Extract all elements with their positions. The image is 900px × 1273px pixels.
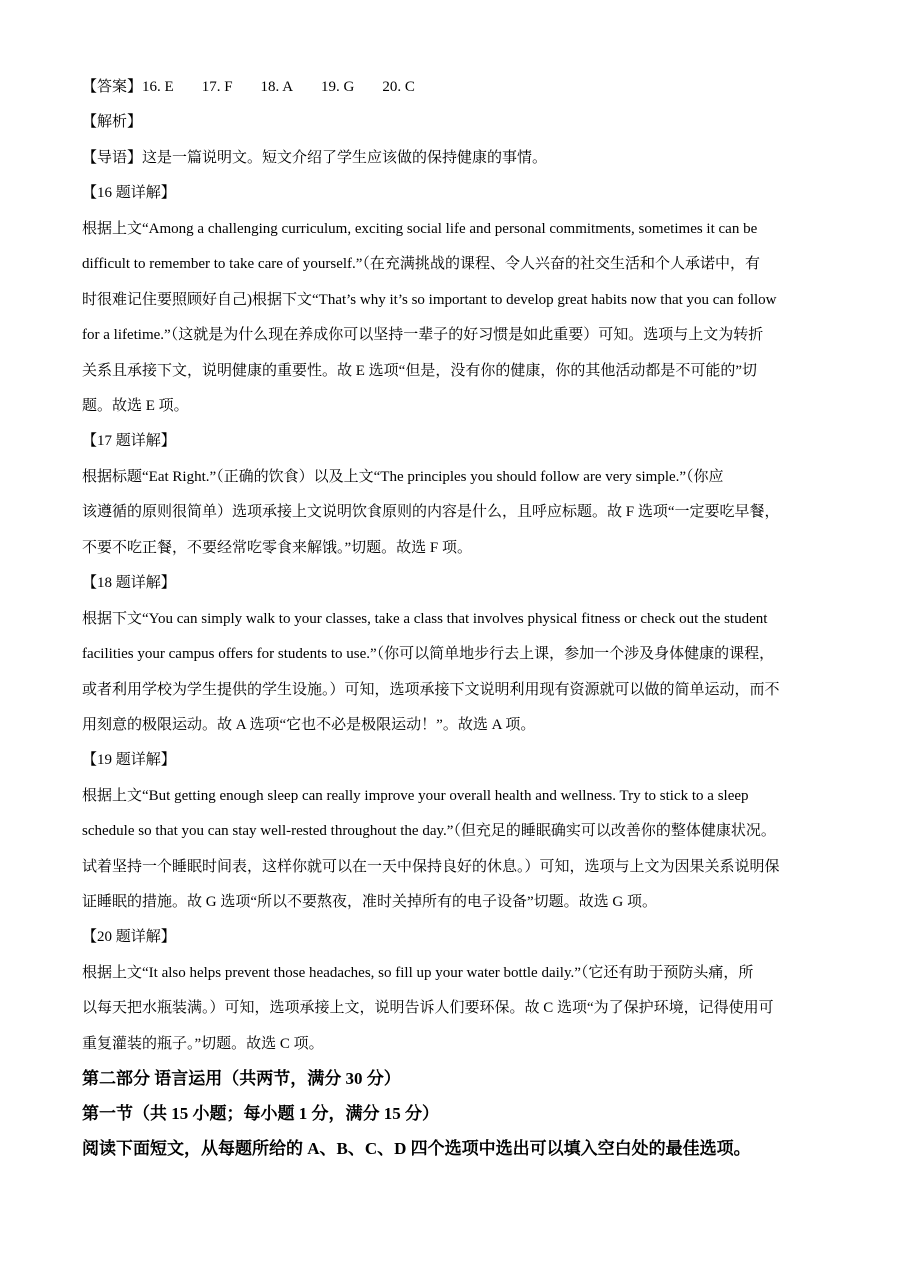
q19-line: 根据上文“But getting enough sleep can really improve your overall health and wellness. Try to stick to a sleep [82, 788, 749, 804]
q19-line: 试着坚持一个睡眠时间表，这样你就可以在一天中保持良好的休息。）可知，选项与上文为因果关系说明保 [82, 859, 780, 875]
q16-line: difficult to remember to take care of yourself.”（在充满挑战的课程、令人兴奋的社交生活和个人承诺中，有 [82, 256, 760, 272]
section1-instruction: 阅读下面短文，从每题所给的 A、B、C、D 四个选项中选出可以填入空白处的最佳选项。 [82, 1139, 751, 1158]
analysis-label: 【解析】 [82, 114, 143, 130]
part2-title: 第二部分 语言运用（共两节，满分 30 分） [82, 1069, 401, 1088]
q17-line: 不要不吃正餐，不要经常吃零食来解饿。”切题。故选 F 项。 [82, 540, 473, 556]
q16-line: 根据上文“Among a challenging curriculum, exciting social life and personal commitments, sometimes it can be [82, 221, 758, 237]
q18-line: 用刻意的极限运动。故 A 选项“它也不必是极限运动！”。故选 A 项。 [82, 717, 536, 733]
q16-line: for a lifetime.”（这就是为什么现在养成你可以坚持一辈子的好习惯是如此重要）可知。选项与上文为转折 [82, 327, 764, 343]
guide-text: 【导语】这是一篇说明文。短文介绍了学生应该做的保持健康的事情。 [82, 150, 548, 166]
q20-heading: 【20 题详解】 [82, 929, 176, 945]
q19-heading: 【19 题详解】 [82, 752, 176, 768]
answer-19: 19. G [321, 79, 355, 95]
q20-line: 以每天把水瓶装满。）可知，选项承接上文，说明告诉人们要环保。故 C 选项“为了保护环境，记得使用可 [82, 1000, 774, 1016]
q19-line: 证睡眠的措施。故 G 选项“所以不要熬夜，准时关掉所有的电子设备”切题。故选 G 项。 [82, 894, 657, 910]
q17-heading: 【17 题详解】 [82, 433, 176, 449]
answer-18: 18. A [260, 79, 294, 95]
q16-line: 时很难记住要照顾好自己)根据下文“That’s why it’s so important to develop great habits now that you can follow [82, 292, 777, 308]
q16-line: 关系且承接下文，说明健康的重要性。故 E 选项“但是，没有你的健康，你的其他活动都是不可能的”切 [82, 363, 757, 379]
section1-title: 第一节（共 15 小题；每小题 1 分，满分 15 分） [82, 1104, 439, 1123]
q17-line: 该遵循的原则很简单）选项承接上文说明饮食原则的内容是什么，且呼应标题。故 F 选项“一定要吃早餐， [82, 504, 780, 520]
answer-label: 【答案】 [82, 79, 143, 95]
q17-line: 根据标题“Eat Right.”（正确的饮食）以及上文“The principles you should follow are very simple.”（你应 [82, 469, 724, 485]
answer-16: 16. E [142, 79, 174, 95]
q19-line: schedule so that you can stay well-rested throughout the day.”（但充足的睡眠确实可以改善你的整体健康状况。 [82, 823, 776, 839]
q18-line: 或者利用学校为学生提供的学生设施。）可知，选项承接下文说明利用现有资源就可以做的简单运动，而不 [82, 682, 780, 698]
q18-heading: 【18 题详解】 [82, 575, 176, 591]
q16-line: 题。故选 E 项。 [82, 398, 189, 414]
q18-line: facilities your campus offers for students to use.”（你可以简单地步行去上课，参加一个涉及身体健康的课程， [82, 646, 775, 662]
answer-20: 20. C [382, 79, 415, 95]
answer-17: 17. F [201, 79, 233, 95]
q18-line: 根据下文“You can simply walk to your classes, take a class that involves physical fitness or check out the student [82, 611, 768, 627]
q16-heading: 【16 题详解】 [82, 185, 176, 201]
answer-line [82, 77, 822, 97]
q20-line: 重复灌装的瓶子。”切题。故选 C 项。 [82, 1036, 324, 1052]
q20-line: 根据上文“It also helps prevent those headaches, so fill up your water bottle daily.”（它还有助于预防头痛，所 [82, 965, 754, 981]
